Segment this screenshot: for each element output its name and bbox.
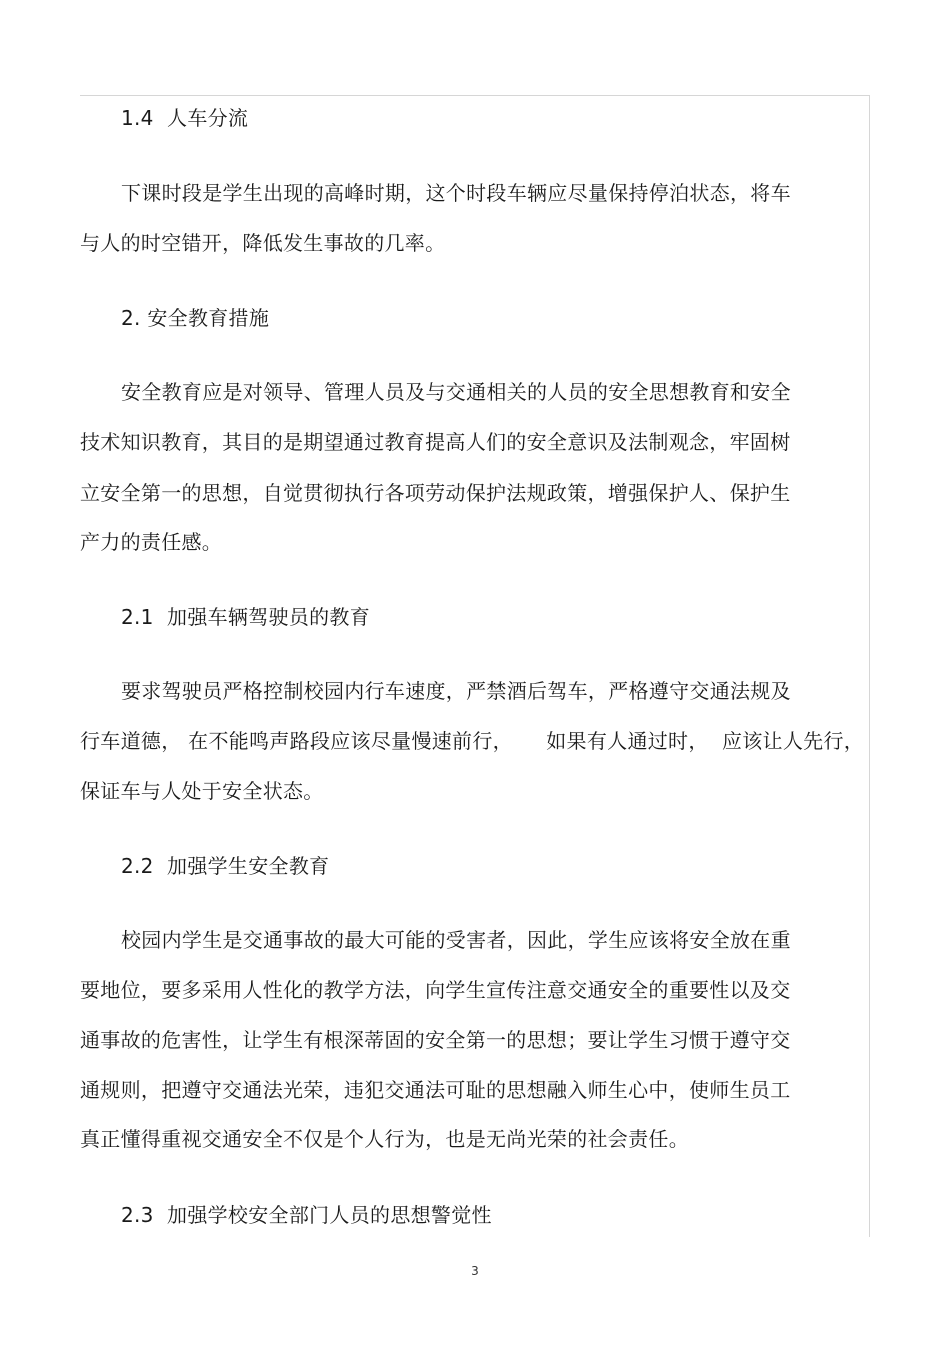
section-heading: 1.4 人车分流 <box>121 106 249 130</box>
paragraph-line: 产力的责任感。 <box>80 530 223 554</box>
paragraph-line: 真正懂得重视交通安全不仅是个人行为，也是无尚光荣的社会责任。 <box>80 1127 689 1151</box>
page-number: 3 <box>471 1264 479 1278</box>
paragraph-line: 保证车与人处于安全状态。 <box>80 779 324 803</box>
paragraph-line: 通事故的危害性，让学生有根深蒂固的安全第一的思想；要让学生习惯于遵守交 <box>80 1028 791 1052</box>
paragraph-line: 要地位，要多采用人性化的教学方法，向学生宣传注意交通安全的重要性以及交 <box>80 978 791 1002</box>
page-border-right <box>869 95 870 1237</box>
paragraph-line: 行车道德， 在不能鸣声路段应该尽量慢速前行， 如果有人通过时， 应该让人先行， <box>80 729 865 753</box>
paragraph-line: 通规则，把遵守交通法光荣，违犯交通法可耻的思想融入师生心中，使师生员工 <box>80 1078 791 1102</box>
section-heading: 2.2 加强学生安全教育 <box>121 854 330 878</box>
paragraph-line: 立安全第一的思想，自觉贯彻执行各项劳动保护法规政策，增强保护人、保护生 <box>80 481 791 505</box>
paragraph-line: 技术知识教育，其目的是期望通过教育提高人们的安全意识及法制观念，牢固树 <box>80 430 791 454</box>
section-heading: 2.3 加强学校安全部门人员的思想警觉性 <box>121 1203 492 1227</box>
section-heading: 2. 安全教育措施 <box>121 306 270 330</box>
paragraph-line: 校园内学生是交通事故的最大可能的受害者，因此，学生应该将安全放在重 <box>121 928 791 952</box>
paragraph-line: 要求驾驶员严格控制校园内行车速度，严禁酒后驾车，严格遵守交通法规及 <box>121 679 791 703</box>
paragraph-line: 下课时段是学生出现的高峰时期，这个时段车辆应尽量保持停泊状态，将车 <box>121 181 791 205</box>
paragraph-line: 安全教育应是对领导、管理人员及与交通相关的人员的安全思想教育和安全 <box>121 380 791 404</box>
paragraph-line: 与人的时空错开，降低发生事故的几率。 <box>80 231 446 255</box>
page-border-top <box>80 95 870 96</box>
section-heading: 2.1 加强车辆驾驶员的教育 <box>121 605 371 629</box>
